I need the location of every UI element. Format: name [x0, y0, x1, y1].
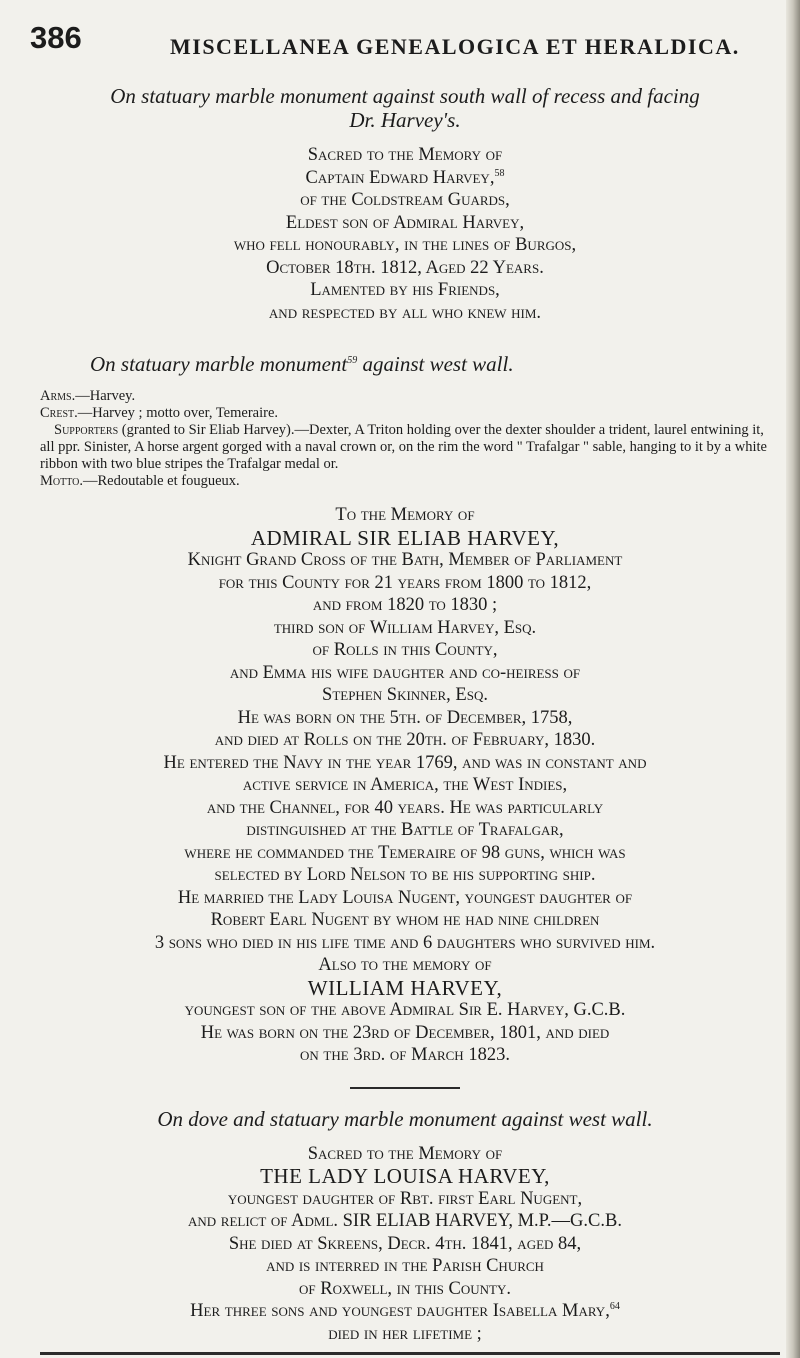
- inscription-line: on the 3rd. of March 1823.: [300, 1045, 510, 1065]
- inscription-line: and the Channel, for 40 years. He was particularly: [206, 797, 604, 818]
- crest-line: Crest.—Harvey ; motto over, Temeraire.: [40, 405, 279, 421]
- inscription-name: ADMIRAL SIR ELIAB HARVEY,: [250, 525, 560, 550]
- section-divider: [350, 1087, 460, 1089]
- inscription-line: Sacred to the Memory of: [307, 145, 503, 165]
- inscription-line: and from 1820 to 1830 ;: [312, 595, 498, 615]
- monument-heading: [40, 84, 770, 132]
- inscription-line: for this County for 21 years from 1800 to 1812,: [218, 572, 592, 593]
- heading-line: Dr. Harvey's.: [349, 108, 461, 132]
- inscription-line: October 18th. 1812, Aged 22 Years.: [266, 257, 544, 278]
- inscription-line: youngest son of the above Admiral Sir E. Harvey, G.C.B.: [184, 1000, 626, 1020]
- inscription-line: Robert Earl Nugent by whom he had nine children: [210, 910, 600, 930]
- inscription-line: Her three sons and youngest daughter Isabella Mary,$^{64}$: [190, 1300, 620, 1321]
- inscription-line: and respected by all who knew him.: [268, 302, 542, 323]
- bottom-rule: [40, 1352, 780, 1355]
- supporters-paragraph: Supporters (granted to Sir Eliab Harvey).—Dexter, A Triton holding over the dexter shoulder a trident, laurel entwining it, all ppr. Sinister, A horse argent gorged with a naval crown or, on the rim the word " Trafalgar " sable, hanging to it by a white ribbon with two blue stripes the Trafalgar medal or.: [40, 422, 767, 472]
- inscription-line: who fell honourably, in the lines of Burgos,: [233, 235, 577, 255]
- inscription-line: Captain Edward Harvey,$^{58}$: [305, 167, 505, 188]
- inscription-line: She died at Skreens, Decr. 4th. 1841, aged 84,: [228, 1233, 582, 1254]
- footnote-ref: 58: [494, 167, 505, 179]
- inscription-line: and relict of Adml. SIR ELIAB HARVEY, M.P.—G.C.B.: [188, 1211, 622, 1231]
- inscription-line: Sacred to the Memory of: [307, 1143, 503, 1164]
- inscription-line: of the Coldstream Guards,: [300, 190, 510, 210]
- inscription-line: Stephen Skinner, Esq.: [322, 685, 488, 705]
- monument-heading: On dove and statuary marble monument against west wall.: [157, 1106, 653, 1131]
- inscription-line: He was born on the 23rd of December, 1801, and died: [200, 1022, 610, 1043]
- inscription-line: Eldest son of Admiral Harvey,: [285, 212, 525, 233]
- arms-line: Arms.—Harvey.: [40, 388, 136, 404]
- heading-line: On statuary marble monument against south wall of recess and facing: [110, 84, 700, 108]
- inscription-name: WILLIAM HARVEY,: [307, 975, 503, 1000]
- page-number: 386: [30, 20, 82, 55]
- footnote-ref: 59: [347, 355, 358, 366]
- inscription-line: third son of William Harvey, Esq.: [273, 617, 537, 638]
- inscription-line: and died at Rolls on the 20th. of February, 1830.: [214, 730, 596, 750]
- inscription-line: Lamented by his Friends,: [310, 280, 500, 300]
- inscription-line: of Rolls in this County,: [312, 640, 498, 660]
- page-edge: [786, 0, 800, 1358]
- inscription-line: active service in America, the West Indies,: [242, 775, 568, 795]
- monument-heading: On statuary marble monument$^{59}$ against west wall.: [90, 352, 514, 376]
- inscription-line: Also to the memory of: [318, 955, 492, 975]
- inscription-line: selected by Lord Nelson to be his supporting ship.: [214, 865, 596, 885]
- inscription-captain-edward: [40, 84, 770, 324]
- running-head: MISCELLANEA GENEALOGICA ET HERALDICA.: [170, 34, 740, 59]
- inscription-line: and Emma his wife daughter and co-heiress of: [229, 662, 581, 683]
- inscription-lady-louisa: [40, 1107, 770, 1346]
- inscription-line: and is interred in the Parish Church: [266, 1256, 544, 1276]
- inscription-name: THE LADY LOUISA HARVEY,: [260, 1164, 550, 1188]
- inscription-admiral-eliab: [40, 352, 770, 1067]
- inscription-line: 3 sons who died in his life time and 6 daughters who survived him.: [154, 932, 656, 953]
- inscription-line: Knight Grand Cross of the Bath, Member of Parliament: [187, 550, 623, 570]
- inscription-line: died in her lifetime ;: [328, 1323, 482, 1344]
- footnote-ref: 64: [609, 1300, 620, 1312]
- page-content: [40, 84, 770, 1345]
- inscription-line: distinguished at the Battle of Trafalgar,: [246, 820, 564, 840]
- inscription-line: He was born on the 5th. of December, 1758,: [237, 707, 573, 728]
- inscription-line: youngest daughter of Rbt. first Earl Nugent,: [227, 1188, 583, 1209]
- inscription-line: He married the Lady Louisa Nugent, youngest daughter of: [177, 887, 633, 908]
- inscription-line: To the Memory of: [335, 505, 475, 525]
- motto-line: Motto.—Redoutable et fougueux.: [40, 473, 240, 489]
- page-header: [0, 20, 800, 60]
- inscription-line: where he commanded the Temeraire of 98 guns, which was: [184, 842, 626, 863]
- inscription-line: He entered the Navy in the year 1769, and was in constant and: [163, 752, 647, 773]
- inscription-line: of Roxwell, in this County.: [298, 1278, 511, 1299]
